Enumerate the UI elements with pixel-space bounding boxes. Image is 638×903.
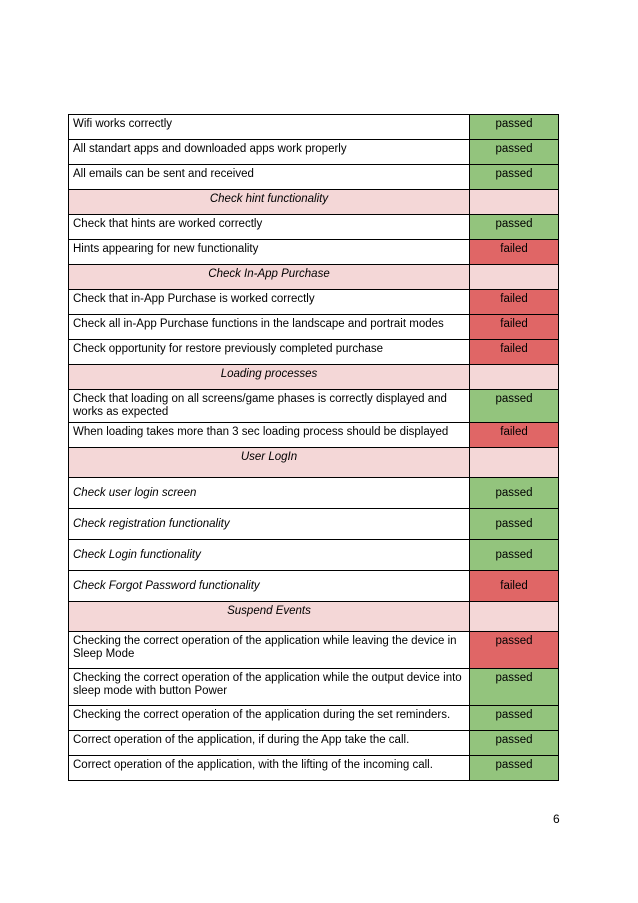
table-row [69,215,559,240]
test-description: Check Forgot Password functionality [69,571,470,602]
status-cell: passed [470,215,559,240]
test-description: Check that loading on all screens/game phases is correctly displayed and works as expected [69,390,470,423]
section-header-row [69,365,559,390]
section-header-row [69,190,559,215]
test-description: All standart apps and downloaded apps work properly [69,140,470,165]
status-cell: passed [470,115,559,140]
table-row [69,340,559,365]
status-cell: failed [470,571,559,602]
section-title: Suspend Events [69,602,470,632]
table-row [69,571,559,602]
table-row [69,478,559,509]
table-row [69,669,559,706]
status-cell: failed [470,290,559,315]
test-description: Wifi works correctly [69,115,470,140]
test-description: Hints appearing for new functionality [69,240,470,265]
section-title: User LogIn [69,448,470,478]
status-cell: failed [470,315,559,340]
section-title: Check hint functionality [69,190,470,215]
status-cell: passed [470,540,559,571]
test-description: Check opportunity for restore previously completed purchase [69,340,470,365]
section-status-cell [470,448,559,478]
table-row [69,423,559,448]
status-cell: passed [470,632,559,669]
status-cell: passed [470,731,559,756]
status-cell: passed [470,165,559,190]
status-cell: passed [470,509,559,540]
section-status-cell [470,365,559,390]
status-cell: passed [470,669,559,706]
test-description: Checking the correct operation of the application while the output device into sleep mode with button Power [69,669,470,706]
status-cell: failed [470,423,559,448]
test-description: Correct operation of the application, with the lifting of the incoming call. [69,756,470,781]
test-description: Check that in-App Purchase is worked correctly [69,290,470,315]
status-cell: failed [470,340,559,365]
section-header-row [69,265,559,290]
table-row [69,706,559,731]
test-description: Check registration functionality [69,509,470,540]
section-header-row [69,448,559,478]
status-cell: passed [470,706,559,731]
table-row [69,315,559,340]
table-row [69,165,559,190]
section-title: Loading processes [69,365,470,390]
section-header-row [69,602,559,632]
table-row [69,632,559,669]
test-results-table [68,114,559,781]
test-description: Check Login functionality [69,540,470,571]
status-cell: passed [470,390,559,423]
table-row [69,390,559,423]
table-row [69,115,559,140]
section-status-cell [470,265,559,290]
section-status-cell [470,602,559,632]
test-description: Check all in-App Purchase functions in the landscape and portrait modes [69,315,470,340]
status-cell: passed [470,478,559,509]
test-description: When loading takes more than 3 sec loading process should be displayed [69,423,470,448]
table-row [69,509,559,540]
table-row [69,756,559,781]
test-description: Correct operation of the application, if during the App take the call. [69,731,470,756]
table-row [69,240,559,265]
test-description: Checking the correct operation of the application during the set reminders. [69,706,470,731]
test-description: Check that hints are worked correctly [69,215,470,240]
page-number: 6 [553,812,560,826]
table-row [69,540,559,571]
section-title: Check In-App Purchase [69,265,470,290]
status-cell: passed [470,140,559,165]
status-cell: failed [470,240,559,265]
table-row [69,140,559,165]
table-row [69,731,559,756]
status-cell: passed [470,756,559,781]
test-description: Checking the correct operation of the application while leaving the device in Sleep Mode [69,632,470,669]
table-row [69,290,559,315]
test-description: All emails can be sent and received [69,165,470,190]
section-status-cell [470,190,559,215]
test-description: Check user login screen [69,478,470,509]
